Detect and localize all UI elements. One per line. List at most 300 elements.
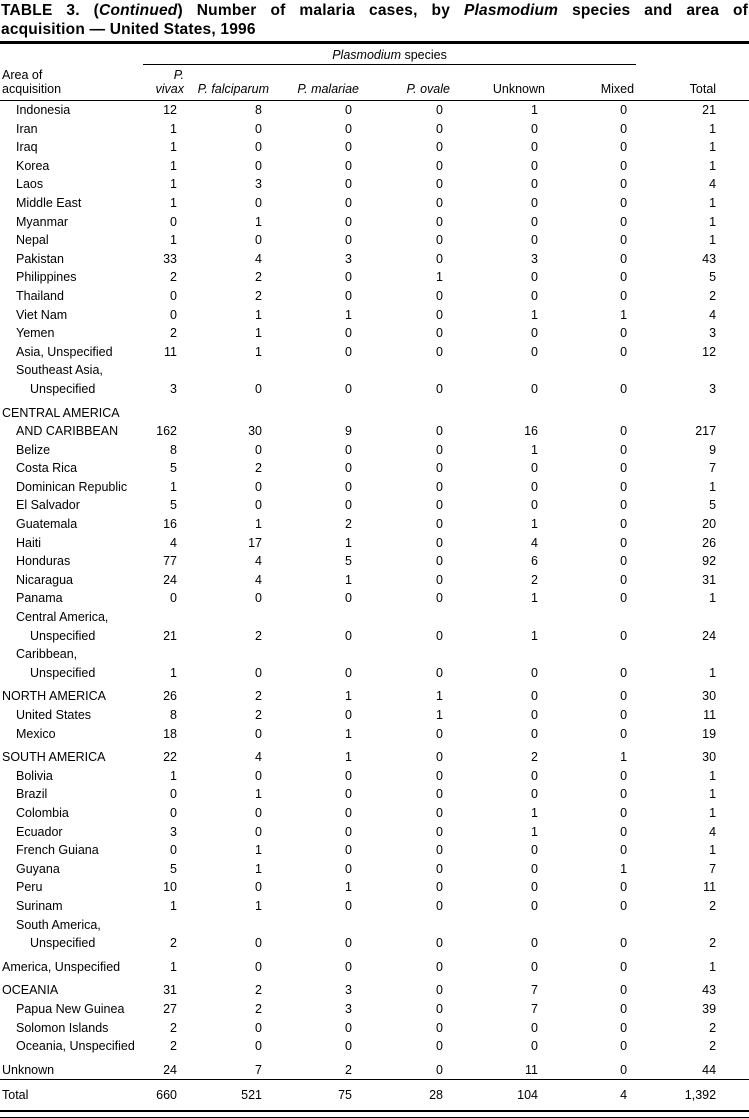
cell-count [186, 399, 271, 423]
cell-count: 1 [345, 535, 352, 550]
cell-count: 0 [345, 344, 352, 359]
table-row [0, 422, 749, 441]
cell-count: 0 [436, 214, 443, 229]
cell-count [143, 608, 186, 627]
cell-count: 0 [345, 768, 352, 783]
row-label: Papua New Guinea [16, 1001, 125, 1016]
table-row [0, 287, 749, 306]
cell-count: 0 [345, 787, 352, 802]
cell-count: 0 [345, 442, 352, 457]
cell-count [452, 361, 547, 380]
table-row [0, 343, 749, 362]
cell-count: 2 [531, 572, 538, 587]
cell-count: 1 [345, 572, 352, 587]
cell-count: 1 [620, 750, 628, 765]
cell-count: 0 [620, 665, 628, 680]
cell-count: 2 [170, 326, 177, 341]
cell-count [361, 399, 452, 423]
table-row [0, 976, 749, 1000]
cell-count: 1 [531, 628, 538, 643]
cell-count [361, 916, 452, 935]
row-label: Unspecified [30, 628, 96, 643]
cell-count: 1 [345, 750, 352, 765]
cell-count: 30 [248, 424, 262, 439]
cell-count: 8 [170, 708, 177, 722]
cell-count [143, 361, 186, 380]
cell-count: 0 [436, 251, 443, 266]
cell-count: 18 [163, 726, 177, 741]
section-label-row [0, 608, 749, 627]
cell-count: 0 [620, 628, 628, 643]
cell-count: 0 [436, 1001, 443, 1016]
cell-count: 77 [163, 554, 177, 569]
cell-count [186, 645, 271, 664]
column-header-unknown: Unknown [452, 65, 547, 101]
cell-total [636, 916, 749, 935]
cell-count: 0 [531, 270, 538, 285]
table-row [0, 552, 749, 571]
cell-count [186, 361, 271, 380]
cell-total: 30 [702, 689, 717, 704]
cell-count: 0 [345, 381, 352, 396]
row-label: CENTRAL AMERICA [2, 405, 120, 420]
table-row [0, 664, 749, 683]
cell-total: 30 [702, 750, 717, 765]
cell-count: 0 [345, 843, 352, 858]
cell-count: 0 [531, 195, 538, 210]
table-row [0, 380, 749, 399]
cell-count [361, 361, 452, 380]
row-label: Central America, [16, 610, 109, 625]
cell-count: 0 [620, 1039, 628, 1054]
cell-count: 5 [345, 554, 352, 569]
row-label: Iran [16, 121, 38, 136]
cell-count: 1 [170, 898, 177, 913]
cell-count: 1 [620, 861, 628, 876]
cell-count: 0 [345, 959, 352, 974]
cell-count: 8 [170, 442, 177, 457]
cell-count: 0 [620, 233, 628, 248]
row-label: Oceania, Unspecified [16, 1039, 135, 1054]
table-row [0, 306, 749, 325]
cell-count: 0 [531, 665, 538, 680]
cell-count: 2 [255, 689, 262, 704]
cell-count: 0 [620, 517, 628, 532]
cell-count: 0 [345, 140, 352, 155]
cell-count: 0 [436, 880, 443, 895]
title-plasmodium: Plasmodium [463, 2, 559, 19]
table-row [0, 231, 749, 250]
row-label: Unspecified [30, 665, 96, 680]
cell-count: 0 [345, 936, 352, 951]
section-label-row [0, 399, 749, 423]
cell-total [636, 645, 749, 664]
cell-count: 1 [345, 307, 352, 322]
total-row [0, 1080, 749, 1111]
column-header-p-malariae: P. malariae [271, 65, 361, 101]
row-label: Unknown [2, 1062, 55, 1077]
column-header-p-ovale: P. ovale [361, 65, 452, 101]
cell-count [271, 916, 361, 935]
cell-count: 0 [436, 591, 443, 606]
cell-count: 2 [170, 936, 177, 951]
cell-total: 1 [709, 158, 717, 173]
cell-count: 0 [620, 572, 628, 587]
cell-count: 0 [531, 461, 538, 476]
cell-count: 0 [531, 288, 538, 303]
cell-total: 4 [709, 307, 717, 322]
cell-total: 1,392 [636, 1080, 749, 1111]
cell-count: 0 [345, 214, 352, 229]
cell-count: 2 [531, 750, 538, 765]
cell-count: 1 [255, 843, 262, 858]
cell-count: 0 [345, 824, 352, 839]
row-label: Ecuador [16, 824, 63, 839]
cell-count [271, 608, 361, 627]
table-row [0, 120, 749, 139]
cell-total: 2 [709, 936, 717, 951]
cell-count: 0 [436, 983, 443, 998]
cell-count: 9 [345, 424, 352, 439]
cell-count: 0 [531, 726, 538, 741]
cell-count: 0 [620, 726, 628, 741]
table-row [0, 194, 749, 213]
cell-count: 0 [531, 880, 538, 895]
cell-count: 3 [170, 381, 177, 396]
cell-total: 5 [709, 270, 717, 285]
cell-count: 2 [255, 708, 262, 722]
cell-total: 217 [695, 424, 717, 439]
row-label: Laos [16, 177, 44, 192]
table-row [0, 804, 749, 823]
cell-count: 0 [436, 768, 443, 783]
cell-total: 21 [702, 103, 717, 117]
cell-count: 0 [531, 787, 538, 802]
cell-count: 4 [255, 572, 262, 587]
cell-total: 1 [709, 233, 717, 248]
cell-count: 24 [163, 572, 177, 587]
cell-count: 0 [620, 326, 628, 341]
cell-total: 7 [709, 861, 717, 876]
table-row [0, 478, 749, 497]
cell-count: 0 [531, 344, 538, 359]
cell-total: 1 [709, 214, 717, 229]
cell-total [636, 361, 749, 380]
cell-count: 0 [436, 195, 443, 210]
cell-count: 0 [531, 381, 538, 396]
cell-total: 4 [709, 177, 717, 192]
cell-count: 0 [620, 880, 628, 895]
cell-total: 1 [709, 479, 717, 494]
cell-count: 0 [436, 344, 443, 359]
cell-count: 1 [170, 121, 177, 136]
cell-count: 28 [361, 1080, 452, 1111]
cell-count: 0 [436, 424, 443, 439]
column-header-p-vivax: P. vivax [143, 65, 186, 101]
table-row [0, 157, 749, 176]
cell-total: 2 [709, 288, 717, 303]
row-label: Mexico [16, 726, 56, 741]
cell-count: 2 [255, 628, 262, 643]
cell-count: 0 [620, 479, 628, 494]
cell-count: 1 [170, 479, 177, 494]
malaria-cases-table [0, 44, 749, 1112]
cell-count: 1 [620, 307, 628, 322]
cell-count: 0 [620, 1020, 628, 1035]
cell-count: 1 [170, 959, 177, 974]
cell-count: 0 [436, 140, 443, 155]
column-header-p-falciparum: P. falciparum [186, 65, 271, 101]
cell-count: 0 [345, 498, 352, 513]
table-row [0, 823, 749, 842]
cell-total: 1 [709, 140, 717, 155]
cell-count: 4 [170, 535, 177, 550]
cell-count: 0 [531, 121, 538, 136]
cell-count: 4 [531, 535, 538, 550]
cell-count: 0 [620, 936, 628, 951]
cell-count: 4 [547, 1080, 636, 1111]
cell-total: 1 [709, 805, 717, 820]
cell-count: 1 [255, 326, 262, 341]
cell-count: 0 [255, 121, 262, 136]
cell-count: 0 [345, 270, 352, 285]
cell-count [547, 399, 636, 423]
cell-count: 0 [620, 214, 628, 229]
cell-count: 0 [255, 158, 262, 173]
cell-count: 0 [345, 708, 352, 722]
table-row [0, 860, 749, 879]
cell-total: 39 [702, 1001, 717, 1016]
table-row [0, 1037, 749, 1056]
table-row [0, 175, 749, 194]
cell-total: 2 [709, 1039, 717, 1054]
cell-count: 0 [345, 158, 352, 173]
cell-count: 0 [170, 307, 177, 322]
cell-count: 5 [170, 498, 177, 513]
cell-count: 0 [345, 195, 352, 210]
cell-count: 0 [620, 344, 628, 359]
cell-count: 31 [163, 983, 177, 998]
cell-total: 1 [709, 787, 717, 802]
row-label: Colombia [16, 805, 69, 820]
cell-count: 0 [531, 898, 538, 913]
cell-count: 0 [170, 591, 177, 606]
table-row [0, 534, 749, 553]
cell-count [452, 916, 547, 935]
table-header [0, 44, 749, 101]
cell-total: 3 [709, 381, 717, 396]
cell-count: 2 [345, 1062, 352, 1077]
row-label: Philippines [16, 270, 77, 285]
cell-count: 0 [255, 442, 262, 457]
cell-count: 0 [436, 628, 443, 643]
cell-count: 1 [255, 861, 262, 876]
cell-total: 24 [702, 628, 717, 643]
cell-count: 0 [620, 843, 628, 858]
cell-total: 1 [709, 665, 717, 680]
table-title-line-2: acquisition — United States, 1996 [1, 21, 256, 38]
cell-count: 0 [620, 103, 628, 117]
table-row [0, 459, 749, 478]
table-row [0, 725, 749, 744]
cell-count: 0 [531, 861, 538, 876]
table-row [0, 767, 749, 786]
cell-count: 7 [531, 1001, 538, 1016]
cell-count: 0 [620, 140, 628, 155]
cell-count: 1 [345, 689, 352, 704]
cell-count: 4 [255, 750, 262, 765]
cell-count: 0 [531, 498, 538, 513]
cell-count: 0 [436, 288, 443, 303]
cell-count: 1 [170, 233, 177, 248]
cell-count: 0 [620, 708, 628, 722]
cell-count: 0 [436, 572, 443, 587]
cell-count: 0 [620, 898, 628, 913]
cell-count: 1 [170, 665, 177, 680]
table-row [0, 515, 749, 534]
cell-count: 0 [436, 1062, 443, 1077]
cell-count: 0 [255, 726, 262, 741]
row-label: Thailand [16, 288, 64, 303]
cell-count: 1 [531, 824, 538, 839]
row-label: Solomon Islands [16, 1020, 109, 1035]
row-label: Peru [16, 880, 43, 895]
table-row [0, 682, 749, 706]
cell-count: 2 [255, 288, 262, 303]
cell-count: 0 [620, 251, 628, 266]
cell-count: 2 [255, 1001, 262, 1016]
cell-count: 0 [345, 288, 352, 303]
cell-count: 0 [170, 787, 177, 802]
cell-count: 0 [345, 591, 352, 606]
cell-count: 0 [531, 768, 538, 783]
section-label-row [0, 645, 749, 664]
cell-count: 0 [345, 461, 352, 476]
cell-count [361, 645, 452, 664]
cell-count: 0 [620, 824, 628, 839]
row-label: OCEANIA [2, 983, 59, 998]
cell-count: 0 [531, 959, 538, 974]
cell-total: 20 [702, 517, 717, 532]
table-body [0, 101, 749, 1111]
cell-count: 0 [255, 498, 262, 513]
column-header-total: Total [636, 65, 749, 101]
cell-count: 0 [620, 983, 628, 998]
cell-count: 0 [531, 936, 538, 951]
cell-count: 1 [436, 270, 443, 285]
cell-count: 11 [525, 1062, 538, 1077]
table-title-line-1 [1, 1, 748, 20]
row-label: El Salvador [16, 498, 80, 513]
table-row [0, 138, 749, 157]
cell-count: 10 [163, 880, 177, 895]
cell-count: 2 [345, 517, 352, 532]
cell-count: 0 [170, 214, 177, 229]
section-label-row [0, 361, 749, 380]
cell-count: 0 [170, 843, 177, 858]
cell-count: 75 [271, 1080, 361, 1111]
cell-count [271, 399, 361, 423]
cell-total: 1 [709, 768, 717, 783]
cell-count: 0 [255, 824, 262, 839]
cell-count: 6 [531, 554, 538, 569]
cell-total: 5 [709, 498, 717, 513]
cell-count: 0 [345, 861, 352, 876]
cell-count: 0 [531, 689, 538, 704]
cell-count: 0 [531, 1020, 538, 1035]
cell-count: 0 [255, 959, 262, 974]
cell-count: 0 [531, 214, 538, 229]
cell-count: 0 [255, 479, 262, 494]
cell-count: 21 [163, 628, 177, 643]
cell-count [547, 916, 636, 935]
cell-count: 1 [170, 158, 177, 173]
cell-count: 0 [255, 665, 262, 680]
row-label: Myanmar [16, 214, 69, 229]
cell-count: 0 [620, 461, 628, 476]
cell-count: 2 [255, 983, 262, 998]
cell-total: 4 [709, 824, 717, 839]
cell-count: 0 [436, 158, 443, 173]
table-row [0, 743, 749, 767]
cell-count: 0 [620, 177, 628, 192]
cell-count: 0 [436, 479, 443, 494]
cell-count [143, 399, 186, 423]
cell-count: 0 [620, 787, 628, 802]
cell-count: 0 [620, 1001, 628, 1016]
cell-total: 9 [709, 442, 717, 457]
table-row [0, 934, 749, 953]
table-row [0, 627, 749, 646]
cell-count: 22 [163, 750, 177, 765]
cell-count: 162 [156, 424, 177, 439]
plasmodium-species-group-header [143, 44, 636, 65]
cell-total: 44 [702, 1062, 717, 1077]
cell-count: 1 [436, 708, 443, 722]
cell-total: 1 [709, 195, 717, 210]
row-label: Costa Rica [16, 461, 78, 476]
cell-count: 16 [524, 424, 538, 439]
cell-count: 1 [255, 344, 262, 359]
cell-count: 1 [531, 442, 538, 457]
row-label: Unspecified [30, 381, 96, 396]
row-label: Panama [16, 591, 63, 606]
row-label: Brazil [16, 787, 48, 802]
cell-count: 104 [452, 1080, 547, 1111]
section-label-row [0, 916, 749, 935]
cell-count: 0 [345, 628, 352, 643]
table-row [0, 953, 749, 977]
cell-count: 0 [620, 591, 628, 606]
cell-count: 0 [531, 479, 538, 494]
cell-count: 0 [620, 424, 628, 439]
row-label: Middle East [16, 195, 82, 210]
cell-count: 0 [436, 121, 443, 136]
table-row [0, 897, 749, 916]
cell-count: 1 [255, 787, 262, 802]
cell-count: 0 [531, 843, 538, 858]
cell-count [271, 645, 361, 664]
cell-count: 0 [255, 880, 262, 895]
cell-count: 0 [436, 750, 443, 765]
row-label: America, Unspecified [2, 959, 121, 974]
table-row [0, 1056, 749, 1080]
table-row [0, 101, 749, 120]
row-label: Korea [16, 158, 50, 173]
cell-count: 0 [255, 195, 262, 210]
row-label: Caribbean, [16, 647, 78, 662]
title-text: TABLE 3. ( [1, 2, 100, 19]
